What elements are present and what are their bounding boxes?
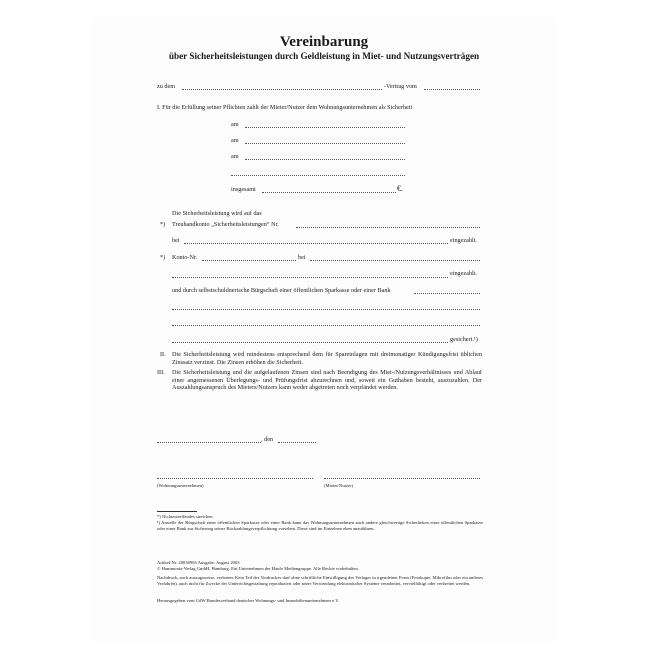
am-field-2[interactable] xyxy=(245,143,405,144)
am-field-4[interactable] xyxy=(231,175,405,176)
currency-label: €. xyxy=(397,184,403,193)
imprint-publisher: © Hammonia-Verlag GmbH, Hamburg. Ein Unternehmen der Haufe Mediengruppe. Alle Rechte vorbehalten. xyxy=(157,566,359,571)
place-field[interactable] xyxy=(157,442,261,443)
contract-type-field[interactable] xyxy=(182,89,382,90)
bank-field-1[interactable] xyxy=(184,243,448,244)
tenant-signature-label: (Mieter/Nutzer) xyxy=(324,483,354,488)
buergschaft-label: und durch selbstschuldnerische Bürgschaft einer öffentlichen Sparkasse oder einer Bank xyxy=(172,287,391,294)
am-label-3: am xyxy=(231,153,239,160)
document-subtitle: über Sicherheitsleistungen durch Geldleistung in Miet- und Nutzungsverträgen xyxy=(168,51,480,61)
footnote-1: *) Nichtzutreffendes streichen. xyxy=(157,514,214,519)
total-field[interactable] xyxy=(262,192,396,193)
bei-label-1: bei xyxy=(172,237,180,244)
treuhand-number-field[interactable] xyxy=(296,227,480,228)
document-title: Vereinbarung xyxy=(279,34,369,50)
eingezahlt-label-1: eingezahlt. xyxy=(450,237,477,244)
footnote-2: ¹) Anstelle der Bürgschaft einer öffentlichen Sparkasse oder einer Bank kann das Wohnungsunternehmen auch andere gleichwertige Sicherheiten einer öffentlichen Sparkasse oder einer Bank zur Sicherung seiner Rückzahlungsverpflichtung vorsehen. Diese sind im Einzelnen eben anzuführen. xyxy=(157,520,483,531)
imprint-copyright: Nachdruck, auch auszugsweise, verboten. Kein Teil des Vordruckes darf ohne schriftliche Einwilligung des Verlages in irgendeiner Form (Fotokopie, Mikrofilm oder ein anderes Verfahren), auch nicht für Zwecke der Unterrichtsgestaltung reproduziert oder unter Verwendung elektronischer Systeme verarbeitet, vervielfältigt oder verbreitet werden. xyxy=(157,575,483,586)
contract-date-label: -Vertrag vom xyxy=(384,83,417,90)
date-field[interactable] xyxy=(278,442,316,443)
imprint-editor: Herausgegeben vom GdW Bundesverband deutscher Wohnungs- und Immobilienunternehmen e.V. xyxy=(157,598,340,603)
place-date-label: , den xyxy=(261,436,274,443)
total-label: insgesamt xyxy=(231,186,256,193)
bei-label-2: bei xyxy=(298,254,306,261)
section2-number: II. xyxy=(160,351,166,358)
company-signature-label: (Wohnungsunternehmen) xyxy=(157,483,204,488)
bank-field-2[interactable] xyxy=(310,260,480,261)
section2-text: Die Sicherheitsleistung wird mindestens entsprechend dem für Spareinlagen mit dreimonatiger Kündigungsfrist üblichen Zinssatz verzinst. Die Zinsen erhöhen die Sicherheit. xyxy=(172,351,482,366)
am-field-3[interactable] xyxy=(245,159,405,160)
buergschaft-field-3[interactable] xyxy=(172,325,480,326)
tenant-signature-line[interactable] xyxy=(324,478,480,479)
section3-text: Die Sicherheitsleistung und die aufgelaufenen Zinsen sind nach Beendigung des Miet-/Nutzungsverhältnisses und Ablauf einer angemessenen Überlegungs- und Prüfungsfrist abzurechnen und, soweit ein Guthaben besteht, auszuzahlen. Der Auszahlungsanspruch des Mieters/Nutzers kann weder abgetreten noch verpfändet werden. xyxy=(172,369,482,392)
am-field-1[interactable] xyxy=(245,127,405,128)
section3-number: III. xyxy=(157,369,165,376)
bank-field-3[interactable] xyxy=(172,277,448,278)
contract-date-field[interactable] xyxy=(424,89,480,90)
konto-marker: *) xyxy=(160,254,166,261)
buergschaft-field[interactable] xyxy=(414,293,480,294)
deposit-intro: Die Sicherheitsleistung wird auf das xyxy=(172,210,262,217)
buergschaft-field-2[interactable] xyxy=(172,309,480,310)
am-label-2: am xyxy=(231,137,239,144)
imprint-article: Artikel-Nr. 20030965 Ausgabe: August 2003 xyxy=(157,560,240,565)
section1-intro: I. Für die Erfüllung seiner Pflichten zahlt der Mieter/Nutzer dem Wohnungsunternehmen als Sicherheit xyxy=(157,104,413,111)
contract-prefix: zu dem xyxy=(157,83,176,90)
treuhand-label: Treuhandkonto „Sicherheitsleistungen“ Nr. xyxy=(172,221,279,228)
footnote-divider xyxy=(157,511,197,512)
eingezahlt-label-2: eingezahlt. xyxy=(450,270,477,277)
company-signature-line[interactable] xyxy=(157,478,313,479)
buergschaft-field-4[interactable] xyxy=(172,342,448,343)
treuhand-marker: *) xyxy=(160,221,166,228)
konto-label: Konto-Nr. xyxy=(172,254,198,261)
konto-number-field[interactable] xyxy=(202,260,296,261)
am-label-1: am xyxy=(231,121,239,128)
gesichert-label: gesichert.¹) xyxy=(450,336,478,343)
